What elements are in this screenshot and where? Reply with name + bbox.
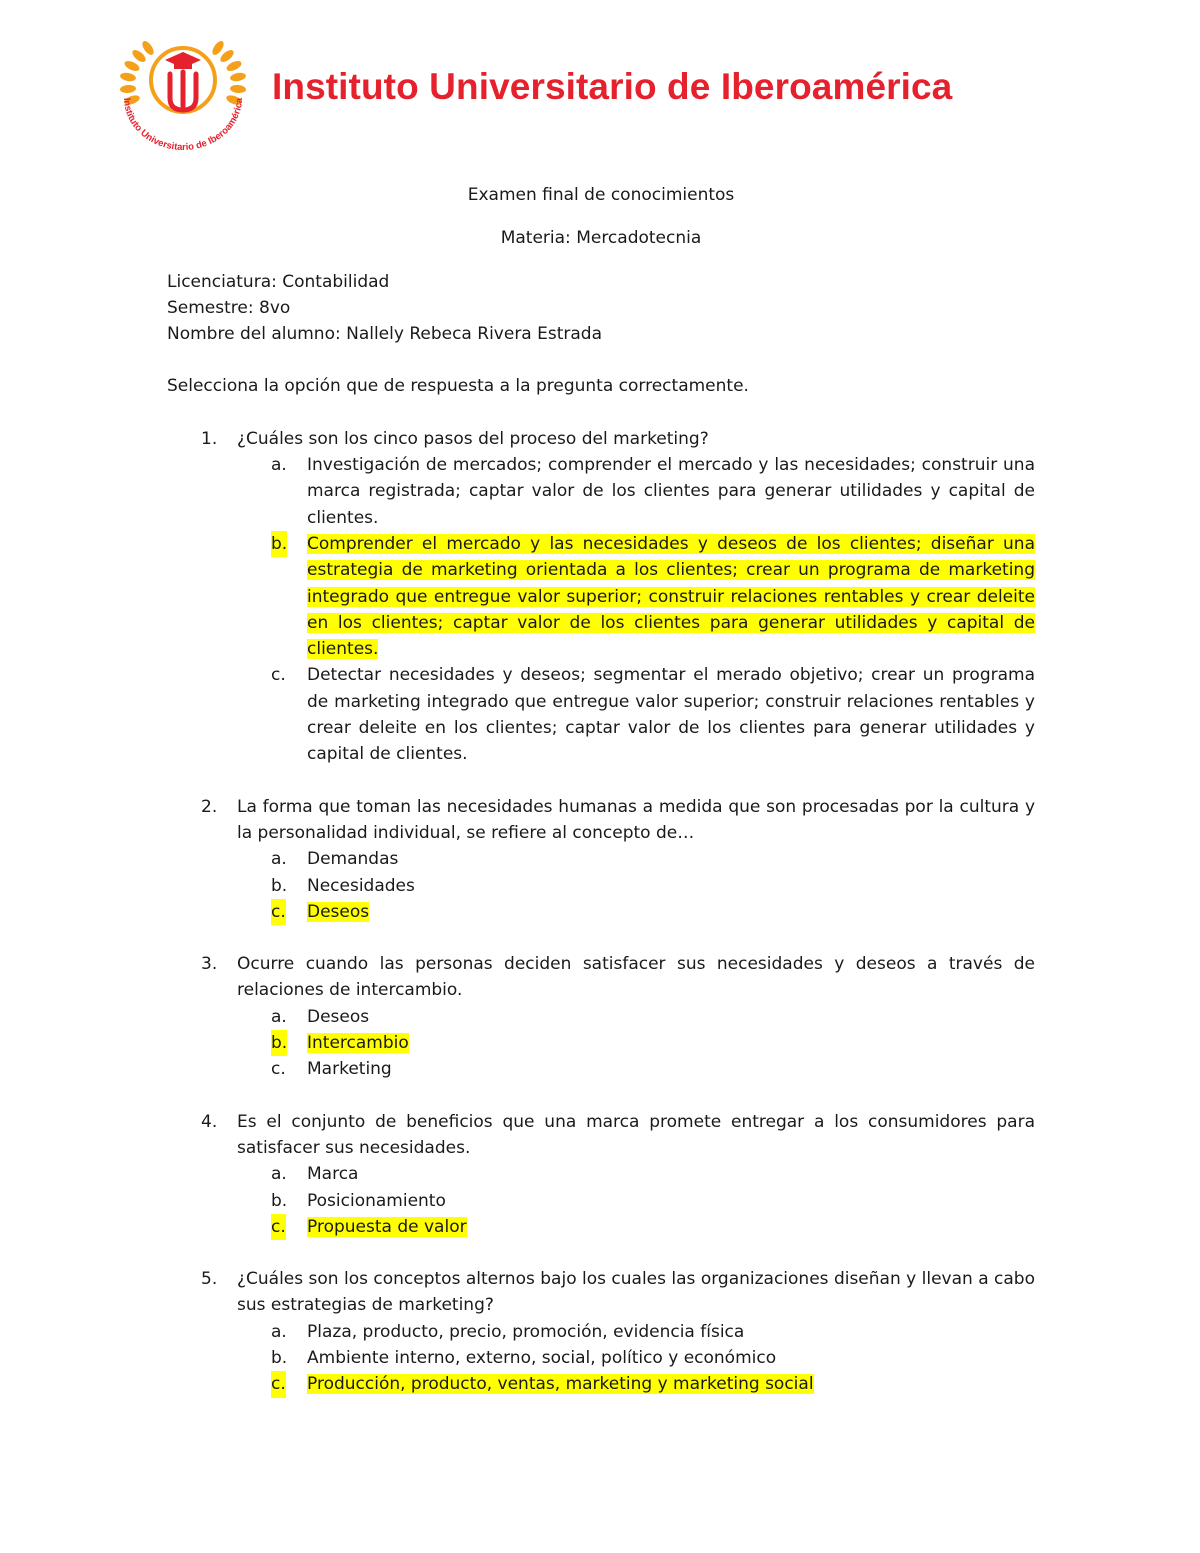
option-text: Marca — [307, 1164, 359, 1185]
question-number: 5. — [201, 1269, 218, 1290]
answer-option-selected — [237, 899, 1035, 925]
question-item — [167, 1109, 1035, 1240]
option-list — [237, 846, 1035, 925]
option-letter: c. — [271, 1059, 286, 1080]
answer-option — [237, 662, 1035, 767]
option-text: Demandas — [307, 849, 399, 870]
option-letter: a. — [271, 1164, 287, 1185]
answer-option — [237, 1345, 1035, 1371]
option-text: Deseos — [307, 901, 370, 922]
question-text: Es el conjunto de beneficios que una marca promete entregar a los consumidores para satisfacer sus necesidades. — [237, 1111, 1035, 1158]
option-list — [237, 452, 1035, 768]
option-letter: c. — [271, 1371, 286, 1397]
answer-option-selected — [237, 1030, 1035, 1056]
question-list — [167, 426, 1035, 1398]
question-item — [167, 1266, 1035, 1397]
logo-ring-text: Instituto Universitario de Iberoamérica — [120, 97, 246, 151]
option-text: Plaza, producto, precio, promoción, evidencia física — [307, 1321, 745, 1342]
option-list — [237, 1319, 1035, 1398]
option-letter: a. — [271, 849, 287, 870]
exam-title: Examen final de conocimientos — [467, 185, 735, 205]
student-info — [167, 269, 1035, 348]
answer-option-selected — [237, 531, 1035, 662]
question-text: La forma que toman las necesidades humanas a medida que son procesadas por la cultura y la personalidad individual, se refiere al concepto de… — [237, 796, 1035, 843]
option-text: Propuesta de valor — [307, 1216, 467, 1237]
option-letter: c. — [271, 899, 286, 925]
exam-document — [167, 182, 1035, 1424]
question-number: 4. — [201, 1111, 218, 1132]
institution-logo — [108, 36, 258, 151]
answer-option — [237, 873, 1035, 899]
answer-option — [237, 452, 1035, 531]
option-letter: a. — [271, 1321, 287, 1342]
question-number: 1. — [201, 428, 218, 449]
answer-option — [237, 1056, 1035, 1082]
option-text: Posicionamiento — [307, 1190, 446, 1211]
question-text: Ocurre cuando las personas deciden satisfacer sus necesidades y deseos a través de relaciones de intercambio. — [237, 954, 1035, 1001]
option-letter: b. — [271, 531, 287, 557]
option-letter: b. — [271, 875, 288, 896]
student-name-line: Nombre del alumno: Nallely Rebeca Rivera Estrada — [167, 324, 603, 345]
option-letter: b. — [271, 1030, 287, 1056]
option-letter: a. — [271, 455, 287, 476]
graduation-cap-icon — [165, 52, 201, 69]
degree-line: Licenciatura: Contabilidad — [167, 271, 390, 292]
option-text: Necesidades — [307, 875, 415, 896]
option-letter: b. — [271, 1347, 288, 1368]
answer-option — [237, 1319, 1035, 1345]
answer-option — [237, 1161, 1035, 1187]
iu-monogram-icon — [170, 72, 196, 110]
option-list — [237, 1004, 1035, 1083]
option-text: Producción, producto, ventas, marketing y marketing social — [307, 1374, 814, 1395]
option-list — [237, 1161, 1035, 1240]
subject-line: Materia: Mercadotecnia — [500, 228, 702, 249]
question-item — [167, 426, 1035, 768]
option-letter: c. — [271, 1214, 286, 1240]
option-text: Deseos — [307, 1006, 370, 1027]
option-text: Ambiente interno, externo, social, político y económico — [307, 1347, 777, 1368]
instruction-text: Selecciona la opción que de respuesta a la pregunta correctamente. — [167, 376, 749, 397]
option-text: Detectar necesidades y deseos; segmentar el merado objetivo; crear un programa de marketing integrado que entregue valor superior; construir relaciones rentables y crear deleite en los clientes; captar valor de los clientes para generar utilidades y capital de clientes. — [307, 665, 1035, 765]
question-item — [167, 794, 1035, 925]
question-number: 2. — [201, 796, 218, 817]
answer-option-selected — [237, 1214, 1035, 1240]
answer-option-selected — [237, 1371, 1035, 1397]
option-text: Investigación de mercados; comprender el mercado y las necesidades; construir una marca registrada; captar valor de los clientes para generar utilidades y capital de clientes. — [307, 455, 1035, 528]
question-number: 3. — [201, 954, 218, 975]
question-item — [167, 951, 1035, 1082]
option-letter: c. — [271, 665, 286, 686]
answer-option — [237, 846, 1035, 872]
option-letter: b. — [271, 1190, 288, 1211]
institution-name: Instituto Universitario de Iberoamérica — [272, 66, 953, 107]
semester-line: Semestre: 8vo — [167, 297, 291, 318]
answer-option — [237, 1188, 1035, 1214]
option-text: Comprender el mercado y las necesidades y deseos de los clientes; diseñar una estrategia de marketing orientada a los clientes; crear un programa de marketing integrado que entregue valor superior; construir relaciones rentables y crear deleite en los clientes; captar valor de los clientes para generar utilidades y capital de clientes. — [307, 533, 1035, 660]
question-text: ¿Cuáles son los cinco pasos del proceso del marketing? — [237, 428, 709, 449]
option-letter: a. — [271, 1006, 287, 1027]
answer-option — [237, 1004, 1035, 1030]
option-text: Marketing — [307, 1059, 392, 1080]
header — [108, 36, 1108, 156]
option-text: Intercambio — [307, 1033, 409, 1054]
question-text: ¿Cuáles son los conceptos alternos bajo los cuales las organizaciones diseñan y llevan a cabo sus estrategias de marketing? — [237, 1269, 1035, 1316]
